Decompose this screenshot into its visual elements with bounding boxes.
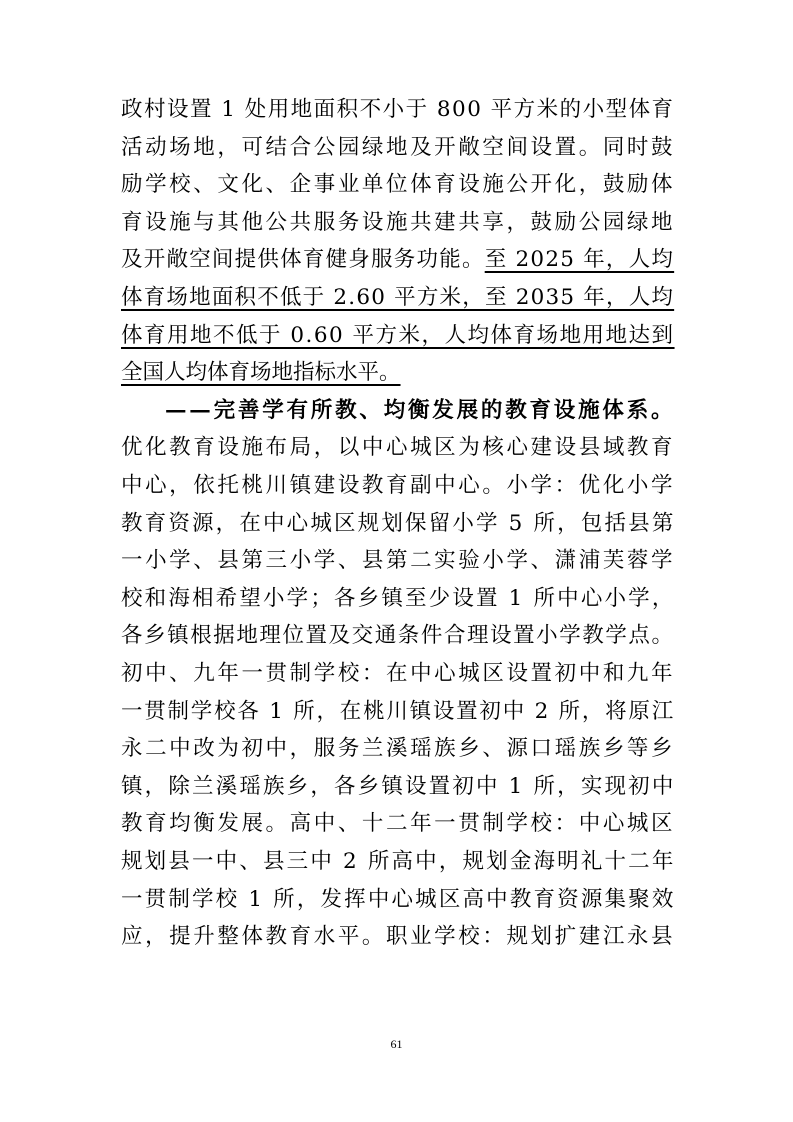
paragraph-line [121,546,675,576]
paragraph-line [121,208,675,238]
paragraph-line [121,922,675,952]
paragraph-line [121,885,676,915]
paragraph-line [121,283,674,313]
line-text: 教育均衡发展。高中、十二年一贯制学校：中心城区 [121,811,676,837]
line-text: 应，提升整体教育水平。职业学校：规划扩建江永县 [121,924,676,950]
line-text: 教育资源，在中心城区规划保留小学 5 所，包括县第 [121,510,676,536]
line-text: 一贯制学校 1 所，发挥中心城区高中教育资源集聚效 [121,886,676,912]
underlined-text: 体育场地面积不低于 2.60 平方米，至 2035 年，人均 [121,285,675,310]
paragraph-line [121,170,675,200]
underlined-text: 体育用地不低于 0.60 平方米，人均体育场地用地达到 [121,322,675,348]
paragraph-line [121,734,675,764]
paragraph-line [121,584,676,614]
line-text: ——完善学有所教、均衡发展的教育设施体系。 [165,397,676,423]
underlined-text: 全国人均体育场地指标水平。 [121,360,401,386]
line-text: 活动场地，可结合公园绿地及开敞空间设置。同时鼓 [121,134,676,160]
page-number: 61 [390,1037,403,1051]
paragraph-line [121,772,676,802]
paragraph-line [121,95,675,125]
paragraph-line [121,471,675,501]
line-text: 规划县一中、县三中 2 所高中，规划金海明礼十二年 [121,849,676,874]
paragraph-line [121,809,675,839]
line-text: 政村设置 1 处用地面积不小于 800 平方米的小型体育 [121,97,675,122]
line-text: 励学校、文化、企事业单位体育设施公开化，鼓励体 [121,172,676,198]
line-text: 一小学、县第三小学、县第二实验小学、潇浦芙蓉学 [121,548,676,574]
paragraph-line [121,509,676,539]
line-text: 中心，依托桃川镇建设教育副中心。小学：优化小学 [121,473,676,498]
line-text: 校和海相希望小学；各乡镇至少设置 1 所中心小学， [121,585,676,611]
paragraph-line [121,621,675,651]
section-heading [165,396,675,426]
line-text: 优化教育设施布局，以中心城区为核心建设县域教育 [121,435,676,461]
paragraph-line [121,321,675,351]
paragraph-line [121,659,675,689]
underlined-text: 至 2025 年，人均 [484,247,675,273]
line-text: 各乡镇根据地理位置及交通条件合理设置小学教学点。 [121,623,675,649]
line-text: 初中、九年一贯制学校：在中心城区设置初中和九年 [121,661,676,686]
line-text: 永二中改为初中，服务兰溪瑶族乡、源口瑶族乡等乡 [121,736,676,762]
paragraph-line [121,358,401,388]
paragraph-line [121,245,674,275]
paragraph-line [121,847,676,877]
line-text: 一贯制学校各 1 所，在桃川镇设置初中 2 所，将原江 [121,698,675,724]
paragraph-line [121,433,675,463]
paragraph-line [121,133,675,163]
paragraph-line [121,697,675,727]
line-text: 及开敞空间提供体育健身服务功能。 [121,247,485,273]
line-text: 镇，除兰溪瑶族乡，各乡镇设置初中 1 所，实现初中 [121,773,676,799]
line-text: 育设施与其他公共服务设施共建共享，鼓励公园绿地 [121,209,676,235]
